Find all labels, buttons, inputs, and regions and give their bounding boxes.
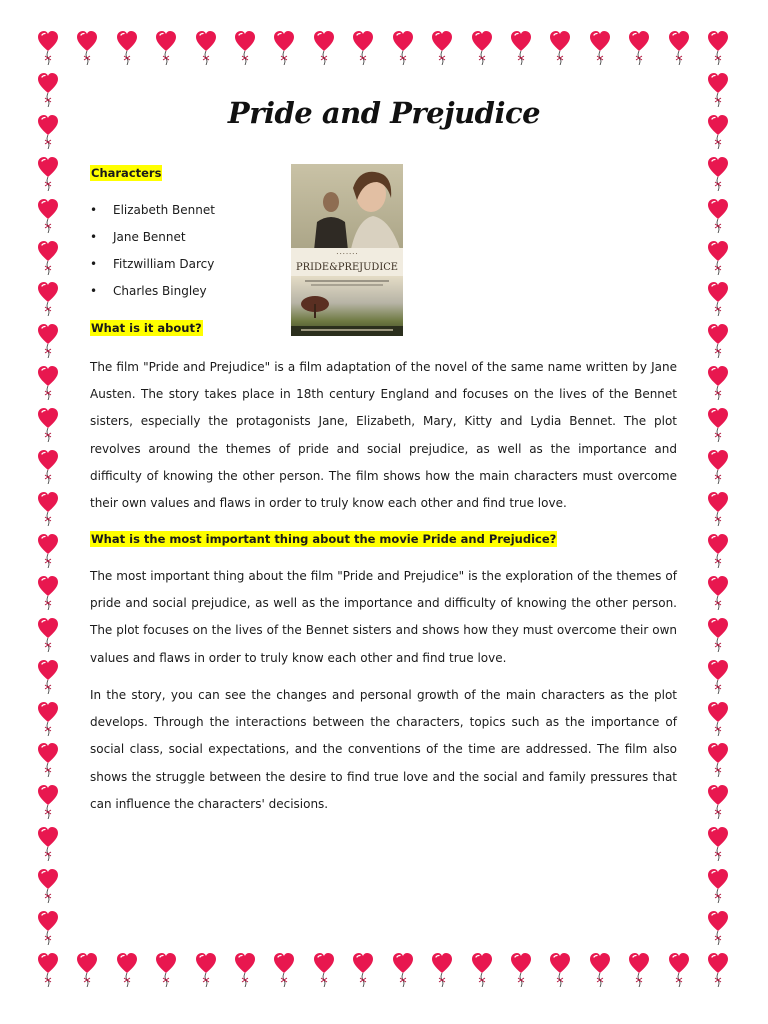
heart-balloon-icon xyxy=(590,31,610,65)
heart-balloon-icon xyxy=(38,743,58,777)
heart-balloon-icon xyxy=(117,953,137,987)
heart-balloon-icon xyxy=(708,408,728,442)
character-list xyxy=(90,203,215,311)
heart-balloon-icon xyxy=(38,241,58,275)
important-paragraph-1: The most important thing about the film "Pride and Prejudice" is the exploration of the themes of pride and social prejudice, as well as the importance and difficulty of knowing the other person. The plot focuses on the lives of the Bennet sisters and shows how they must overcome their own values and flaws in order to truly know each other and find true love. xyxy=(90,569,677,665)
heart-balloon-icon xyxy=(511,31,531,65)
important-heading: What is the most important thing about the movie Pride and Prejudice? xyxy=(91,532,557,546)
heart-balloon-icon xyxy=(117,31,137,65)
poster-title-art: PRIDE&PREJUDICE xyxy=(296,262,398,273)
heart-balloon-icon xyxy=(314,953,334,987)
heart-balloon-icon xyxy=(38,31,58,65)
heart-balloon-icon xyxy=(77,31,97,65)
heart-balloon-icon xyxy=(77,953,97,987)
heart-balloon-icon xyxy=(708,702,728,736)
heart-balloon-icon xyxy=(708,953,728,987)
heart-balloon-icon xyxy=(353,953,373,987)
heart-balloon-icon xyxy=(196,31,216,65)
heart-balloon-icon xyxy=(472,31,492,65)
heart-balloon-icon xyxy=(708,785,728,819)
movie-poster-image xyxy=(291,164,403,336)
heart-balloon-icon xyxy=(38,785,58,819)
heart-balloon-icon xyxy=(708,450,728,484)
heart-balloon-icon xyxy=(590,953,610,987)
heart-balloon-icon xyxy=(38,953,58,987)
heart-balloon-icon xyxy=(196,953,216,987)
heart-balloon-icon xyxy=(472,953,492,987)
heart-balloon-icon xyxy=(38,660,58,694)
heart-balloon-icon xyxy=(393,953,413,987)
heart-balloon-icon xyxy=(38,492,58,526)
heart-balloon-icon xyxy=(38,199,58,233)
heart-balloon-icon xyxy=(708,534,728,568)
heart-balloon-icon xyxy=(708,618,728,652)
about-heading: What is it about? xyxy=(91,321,202,335)
heart-balloon-icon xyxy=(235,31,255,65)
heart-balloon-icon xyxy=(38,324,58,358)
characters-heading: Characters xyxy=(91,166,162,180)
heart-balloon-icon xyxy=(550,953,570,987)
heart-balloon-icon xyxy=(38,702,58,736)
heart-balloon-icon xyxy=(432,31,452,65)
heart-balloon-icon xyxy=(708,492,728,526)
heart-balloon-icon xyxy=(38,534,58,568)
heart-balloon-icon xyxy=(511,953,531,987)
about-paragraph: The film "Pride and Prejudice" is a film adaptation of the novel of the same name written by Jane Austen. The story takes place in 18th century England and focuses on the lives of the Bennet sisters, especially the protagonists Jane, Elizabeth, Mary, Kitty and Lydia Bennet. The plot revolves around the themes of pride and social prejudice, as well as the importance and difficulty of knowing the other person. The film shows how the main characters must overcome their own values and flaws in order to truly know each other and find true love. xyxy=(90,360,677,511)
important-paragraph-2: In the story, you can see the changes and personal growth of the main characters as the plot develops. Through the interactions between the characters, topics such as the importance of social class, social expectations, and the conventions of the time are addressed. The film also shows the struggle between the desire to find true love and the social and family pressures that can influence the characters' decisions. xyxy=(90,688,677,811)
heart-balloon-icon xyxy=(708,743,728,777)
heart-balloon-icon xyxy=(314,31,334,65)
heart-balloon-icon xyxy=(550,31,570,65)
heart-balloon-icon xyxy=(708,324,728,358)
heart-balloon-icon xyxy=(708,827,728,861)
heart-balloon-icon xyxy=(708,199,728,233)
heart-balloon-icon xyxy=(38,366,58,400)
heart-balloon-icon xyxy=(353,31,373,65)
heart-balloon-icon xyxy=(38,157,58,191)
heart-balloon-icon xyxy=(708,366,728,400)
heart-balloon-icon xyxy=(38,282,58,316)
heart-balloon-icon xyxy=(38,450,58,484)
heart-balloon-icon xyxy=(629,953,649,987)
heart-balloon-icon xyxy=(669,953,689,987)
heart-balloon-icon xyxy=(274,31,294,65)
heart-balloon-icon xyxy=(38,911,58,945)
heart-balloon-icon xyxy=(708,157,728,191)
heart-balloon-icon xyxy=(38,869,58,903)
heart-balloon-icon xyxy=(274,953,294,987)
heart-balloon-icon xyxy=(708,241,728,275)
heart-balloon-icon xyxy=(708,911,728,945)
heart-balloon-icon xyxy=(708,31,728,65)
heart-balloon-icon xyxy=(708,660,728,694)
heart-balloon-icon xyxy=(629,31,649,65)
list-item: • Fitzwilliam Darcy xyxy=(90,257,215,284)
heart-balloon-icon xyxy=(235,953,255,987)
heart-balloon-icon xyxy=(38,827,58,861)
heart-balloon-icon xyxy=(393,31,413,65)
svg-text:• • • • • • •: • • • • • • • xyxy=(336,252,358,256)
list-item: • Jane Bennet xyxy=(90,230,215,257)
heart-balloon-icon xyxy=(708,576,728,610)
heart-balloon-icon xyxy=(708,282,728,316)
heart-balloon-icon xyxy=(708,869,728,903)
heart-balloon-icon xyxy=(38,408,58,442)
heart-balloon-icon xyxy=(156,953,176,987)
heart-balloon-icon xyxy=(156,31,176,65)
heart-balloon-icon xyxy=(38,576,58,610)
list-item: • Elizabeth Bennet xyxy=(90,203,215,230)
page-title: Pride and Prejudice xyxy=(227,96,541,130)
heart-balloon-icon xyxy=(38,618,58,652)
heart-balloon-icon xyxy=(432,953,452,987)
list-item: • Charles Bingley xyxy=(90,284,215,311)
heart-balloon-icon xyxy=(669,31,689,65)
